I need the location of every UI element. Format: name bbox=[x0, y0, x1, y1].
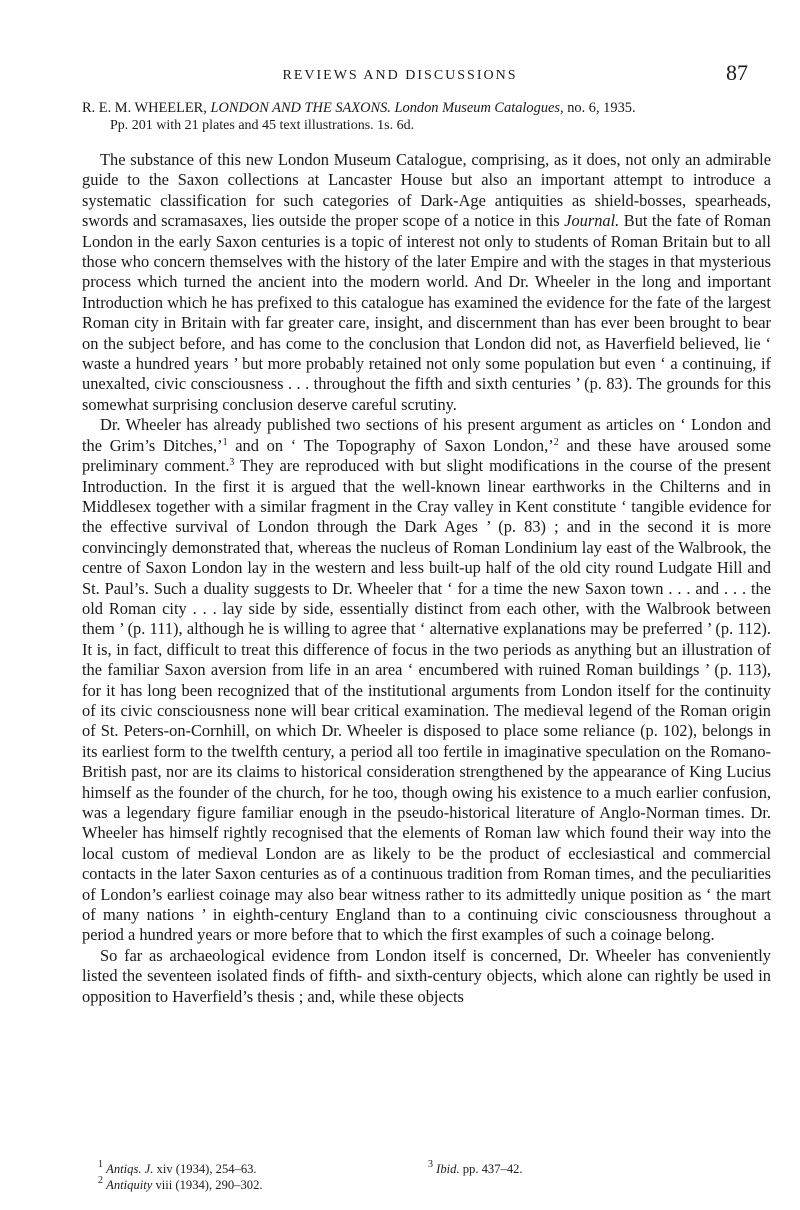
footnote-ref-2: 2 bbox=[553, 436, 559, 448]
paragraph-2-text-d: They are reproduced with but slight modifications in the course of the present Introduction. In the first it is argued that the well-known linear earthworks in the Chilterns and in Middlesex together with a similar fragment in the Cray valley in Kent constitute ‘ tangible evidence for the effective survival of London through the Dark Ages ’ (p. 83) ; and in the second it is more convincingly demonstrated that, whereas the nucleus of Roman Londinium lay east of the Walbrook, the centre of Saxon London lay in the western and less built-up half of the old city round Ludgate Hill and St. Paul’s. Such a duality suggests to Dr. Wheeler that ‘ for a time the new Saxon town . . . and . . . the old Roman city . . . lay side by side, essentially distinct from each other, with the Walbrook between them ’ (p. 111), although he is willing to agree that ‘ alternative explanations may be preferred ’ (p. 112). It is, in fact, difficult to treat this difference of focus in the two periods as anything but an illustration of the familiar Saxon aversion from life in an area ‘ encumbered with ruined Roman buildings ’ (p. 113), for it has long been recognized that of the institutional arguments from London itself for the continuity of its civic consciousness none will bear critical examination. The medieval legend of the Roman origin of St. Peters-on-Cornhill, on which Dr. Wheeler is disposed to place some reliance (p. 102), belongs in its earliest form to the twelfth century, a period all too fertile in imaginative speculation on the Romano-British past, nor are its claims to historical consideration strengthened by the appearance of King Lucius himself as the founder of the church, for he too, though owing his existence to a much earlier confusion, was a legendary figure familiar enough in the pseudo-historical literature of Anglo-Norman times. Dr. Wheeler has himself rightly recognised that the elements of Roman law which found their way into the local custom of medieval London are as likely to be the product of ecclesiastical and commercial contacts in the later Saxon centuries as of a continuous tradition from Roman times, and the peculiarities of London’s earliest coinage may also bear witness rather to its admittedly unique position as ‘ the mart of many nations ’ in eighth-century England than to a continuing civic consciousness throughout a period a hundred years or more before that to which the first examples of such a coinage belong. bbox=[82, 456, 771, 945]
paragraph-2-text-a: Dr. Wheeler has already published two sections of his present argument as articles on ‘ London and the Grim’s Ditches,’ bbox=[82, 415, 771, 455]
journal-word: Journal. bbox=[564, 211, 620, 231]
footnote-1-number: 1 bbox=[98, 1159, 103, 1170]
footnote-3-number: 3 bbox=[428, 1159, 433, 1170]
review-body bbox=[82, 150, 771, 1007]
running-title: REVIEWS AND DISCUSSIONS bbox=[282, 68, 518, 83]
footnote-ref-1: 1 bbox=[222, 436, 228, 448]
paragraph-3: So far as archaeological evidence from London itself is concerned, Dr. Wheeler has conveniently listed the seventeen isolated finds of fifth- and sixth-century objects, which alone can rightly be used in opposition to Haverfield’s thesis ; and, while these objects bbox=[82, 945, 771, 1006]
citation-series: London Museum Catalogues, bbox=[390, 100, 564, 116]
citation-author: R. E. M. WHEELER, bbox=[82, 100, 211, 116]
running-head bbox=[0, 60, 800, 94]
paragraph-1-text-b: But the fate of Roman London in the early Saxon centuries is a topic of interest not only to students of Roman Britain but to all those who concern themselves with the history of the later Empire and with the stages in that mysterious process which turned the ancient into the modern world. And Dr. Wheeler in the long and important Introduction which he has prefixed to this catalogue has examined the evidence for the fate of the largest Roman city in Britain with far greater care, insight, and discernment than has ever been brought to bear on the subject before, and has come to the conclusion that London did not, as Haverfield believed, lie ‘ waste a hundred years ’ but more probably retained not only some population but even ‘ a continuing, if unexalted, civic consciousness . . . throughout the fifth and sixth centuries ’ (p. 83). The grounds for this somewhat surprising conclusion deserve careful scrutiny. bbox=[82, 211, 771, 414]
footnote-1-detail: xiv (1934), 254–63. bbox=[153, 1162, 257, 1176]
footnote-3 bbox=[428, 1161, 523, 1177]
footnote-3-source: Ibid. bbox=[436, 1162, 460, 1176]
footnote-3-detail: pp. 437–42. bbox=[459, 1162, 523, 1176]
citation-details: Pp. 201 with 21 plates and 45 text illustrations. 1s. 6d. bbox=[110, 118, 415, 133]
paragraph-1 bbox=[82, 150, 771, 415]
citation-title: LONDON AND THE SAXONS. bbox=[210, 100, 391, 116]
paragraph-2-text-c: and these have aroused some preliminary comment. bbox=[82, 435, 772, 476]
footnote-ref-3: 3 bbox=[229, 457, 235, 469]
paragraph-1-text-a: The substance of this new London Museum Catalogue, comprising, as it does, not only an admirable guide to the Saxon collections at Lancaster House but also an important attempt to introduce a systematic classification for such categories of Dark-Age antiquities as shield-bosses, spearheads, swords and scramasaxes, lies outside the proper scope of a notice in this bbox=[82, 150, 771, 231]
paragraph-2-text-b: and on ‘ The Topography of Saxon London,’ bbox=[227, 435, 554, 455]
footnote-2-number: 2 bbox=[98, 1175, 103, 1186]
footnote-row-1 bbox=[82, 1161, 772, 1177]
footnote-1 bbox=[98, 1161, 257, 1177]
footnote-2-source: Antiquity bbox=[106, 1178, 153, 1192]
footnote-2-detail: viii (1934), 290–302. bbox=[152, 1178, 263, 1192]
footnote-row-2 bbox=[82, 1177, 772, 1193]
page-number: 87 bbox=[726, 60, 748, 85]
footnotes bbox=[82, 1161, 772, 1193]
review-citation bbox=[82, 99, 772, 135]
footnote-2 bbox=[98, 1177, 263, 1193]
footnote-1-source: Antiqs. J. bbox=[106, 1162, 154, 1176]
paragraph-2 bbox=[82, 415, 771, 946]
citation-series-rest: no. 6, 1935. bbox=[563, 100, 636, 116]
